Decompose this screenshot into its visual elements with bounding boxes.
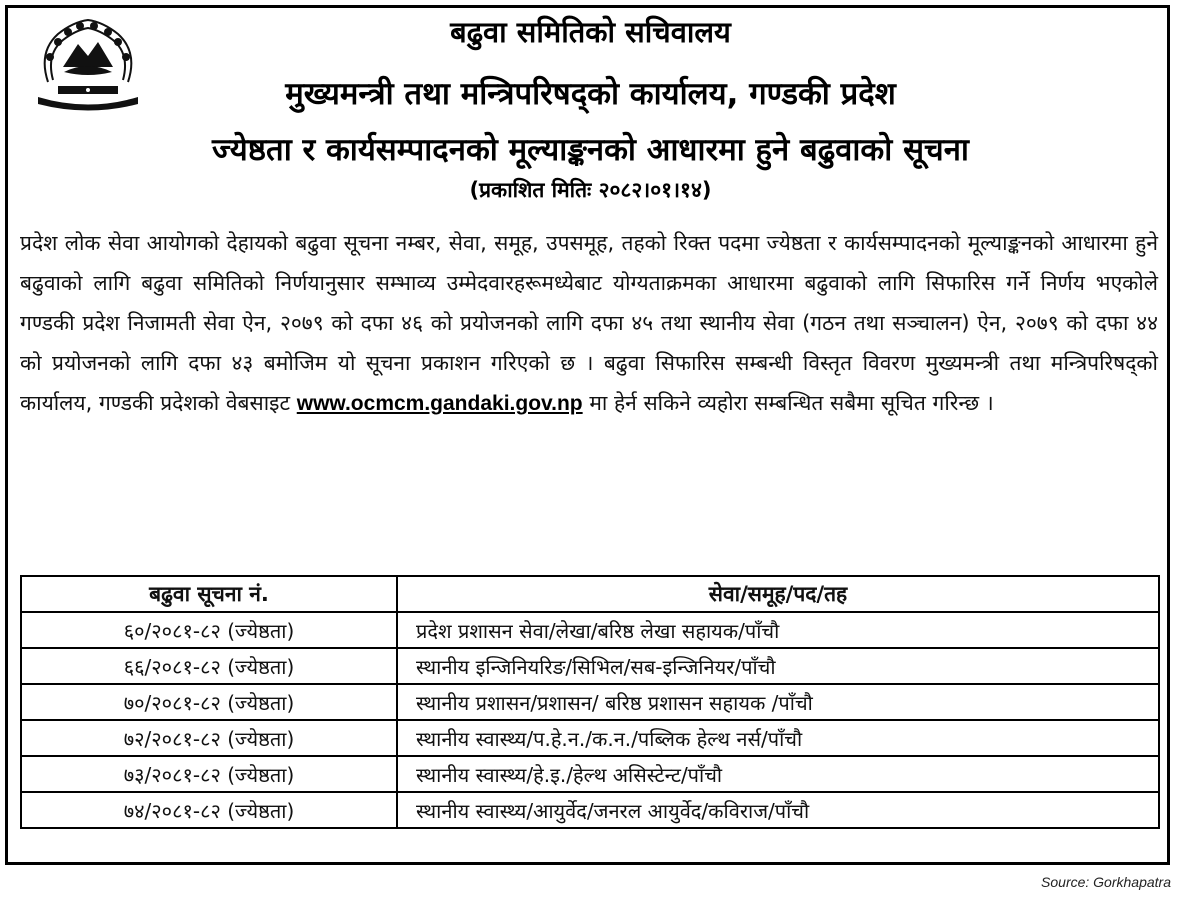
- notice-no-cell: ७३/२०८१-८२ (ज्येष्ठता): [21, 756, 397, 792]
- notice-no-cell: ६६/२०८१-८२ (ज्येष्ठता): [21, 648, 397, 684]
- notice-no-cell: ७४/२०८१-८२ (ज्येष्ठता): [21, 792, 397, 828]
- ministry-title: मुख्यमन्त्री तथा मन्त्रिपरिषद्को कार्यालय, गण्डकी प्रदेश: [285, 76, 896, 112]
- website-link[interactable]: www.ocmcm.gandaki.gov.np: [296, 392, 583, 415]
- body-text-end: मा हेर्न सकिने व्यहोरा सम्बन्धित सबैमा सूचित गरिन्छ ।: [589, 391, 994, 415]
- service-cell: स्थानीय स्वास्थ्य/हे.इ./हेल्थ असिस्टेन्ट/पाँचौ: [397, 756, 1159, 792]
- table-row: [21, 720, 1159, 756]
- header-notice-no: बढुवा सूचना नं.: [21, 576, 397, 612]
- service-cell: स्थानीय प्रशासन/प्रशासन/ बरिष्ठ प्रशासन सहायक /पाँचौ: [397, 684, 1159, 720]
- published-date: (प्रकाशित मितिः २०८२।०१।१४): [469, 178, 712, 202]
- notice-no-cell: ७०/२०८१-८२ (ज्येष्ठता): [21, 684, 397, 720]
- header-service: सेवा/समूह/पद/तह: [397, 576, 1159, 612]
- table-row: [21, 792, 1159, 828]
- table-row: [21, 756, 1159, 792]
- table-row: [21, 612, 1159, 648]
- service-cell: स्थानीय इन्जिनियरिङ/सिभिल/सब-इन्जिनियर/पाँचौ: [397, 648, 1159, 684]
- notice-no-cell: ६०/२०८१-८२ (ज्येष्ठता): [21, 612, 397, 648]
- source-credit: Source: Gorkhapatra: [1041, 874, 1171, 890]
- service-cell: स्थानीय स्वास्थ्य/प.हे.न./क.न./पब्लिक हेल्थ नर्स/पाँचौ: [397, 720, 1159, 756]
- service-cell: प्रदेश प्रशासन सेवा/लेखा/बरिष्ठ लेखा सहायक/पाँचौ: [397, 612, 1159, 648]
- table-row: [21, 648, 1159, 684]
- notice-no-cell: ७२/२०८१-८२ (ज्येष्ठता): [21, 720, 397, 756]
- notice-title: ज्येष्ठता र कार्यसम्पादनको मूल्याङ्कनको आधारमा हुने बढुवाको सूचना: [212, 132, 969, 168]
- promotion-table: [20, 575, 1160, 829]
- notice-body: [20, 223, 1158, 424]
- service-cell: स्थानीय स्वास्थ्य/आयुर्वेद/जनरल आयुर्वेद/कविराज/पाँचौ: [397, 792, 1159, 828]
- table-header-row: [21, 576, 1159, 612]
- office-title: बढुवा समितिको सचिवालय: [450, 15, 731, 49]
- table-row: [21, 684, 1159, 720]
- body-text-main: प्रदेश लोक सेवा आयोगको देहायको बढुवा सूचना नम्बर, सेवा, समूह, उपसमूह, तहको रिक्त पदमा ज्येष्ठता र कार्यसम्पादनको मूल्याङ्कनको आधारमा हुने बढुवाको लागि बढुवा समितिको निर्णयानुसार सम्भाव्य उम्मेदवारहरूमध्येबाट योग्यताक्रमका आधारमा बढुवाको लागि सिफारिस गर्ने निर्णय भएकोले गण्डकी प्रदेश निजामती सेवा ऐन, २०७९ को दफा ४६ को प्रयोजनको लागि दफा ४५ तथा स्थानीय सेवा (गठन तथा सञ्चालन) ऐन, २०७९ को दफा ४४ को प्रयोजनको लागि दफा ४३ बमोजिम यो सूचना प्रकाशन गरिएको छ । बढुवा सिफारिस सम्बन्धी विस्तृत विवरण मुख्यमन्त्री तथा मन्त्रिपरिषद्को कार्यालय, गण्डकी प्रदेशको वेबसाइट: [20, 231, 1158, 415]
